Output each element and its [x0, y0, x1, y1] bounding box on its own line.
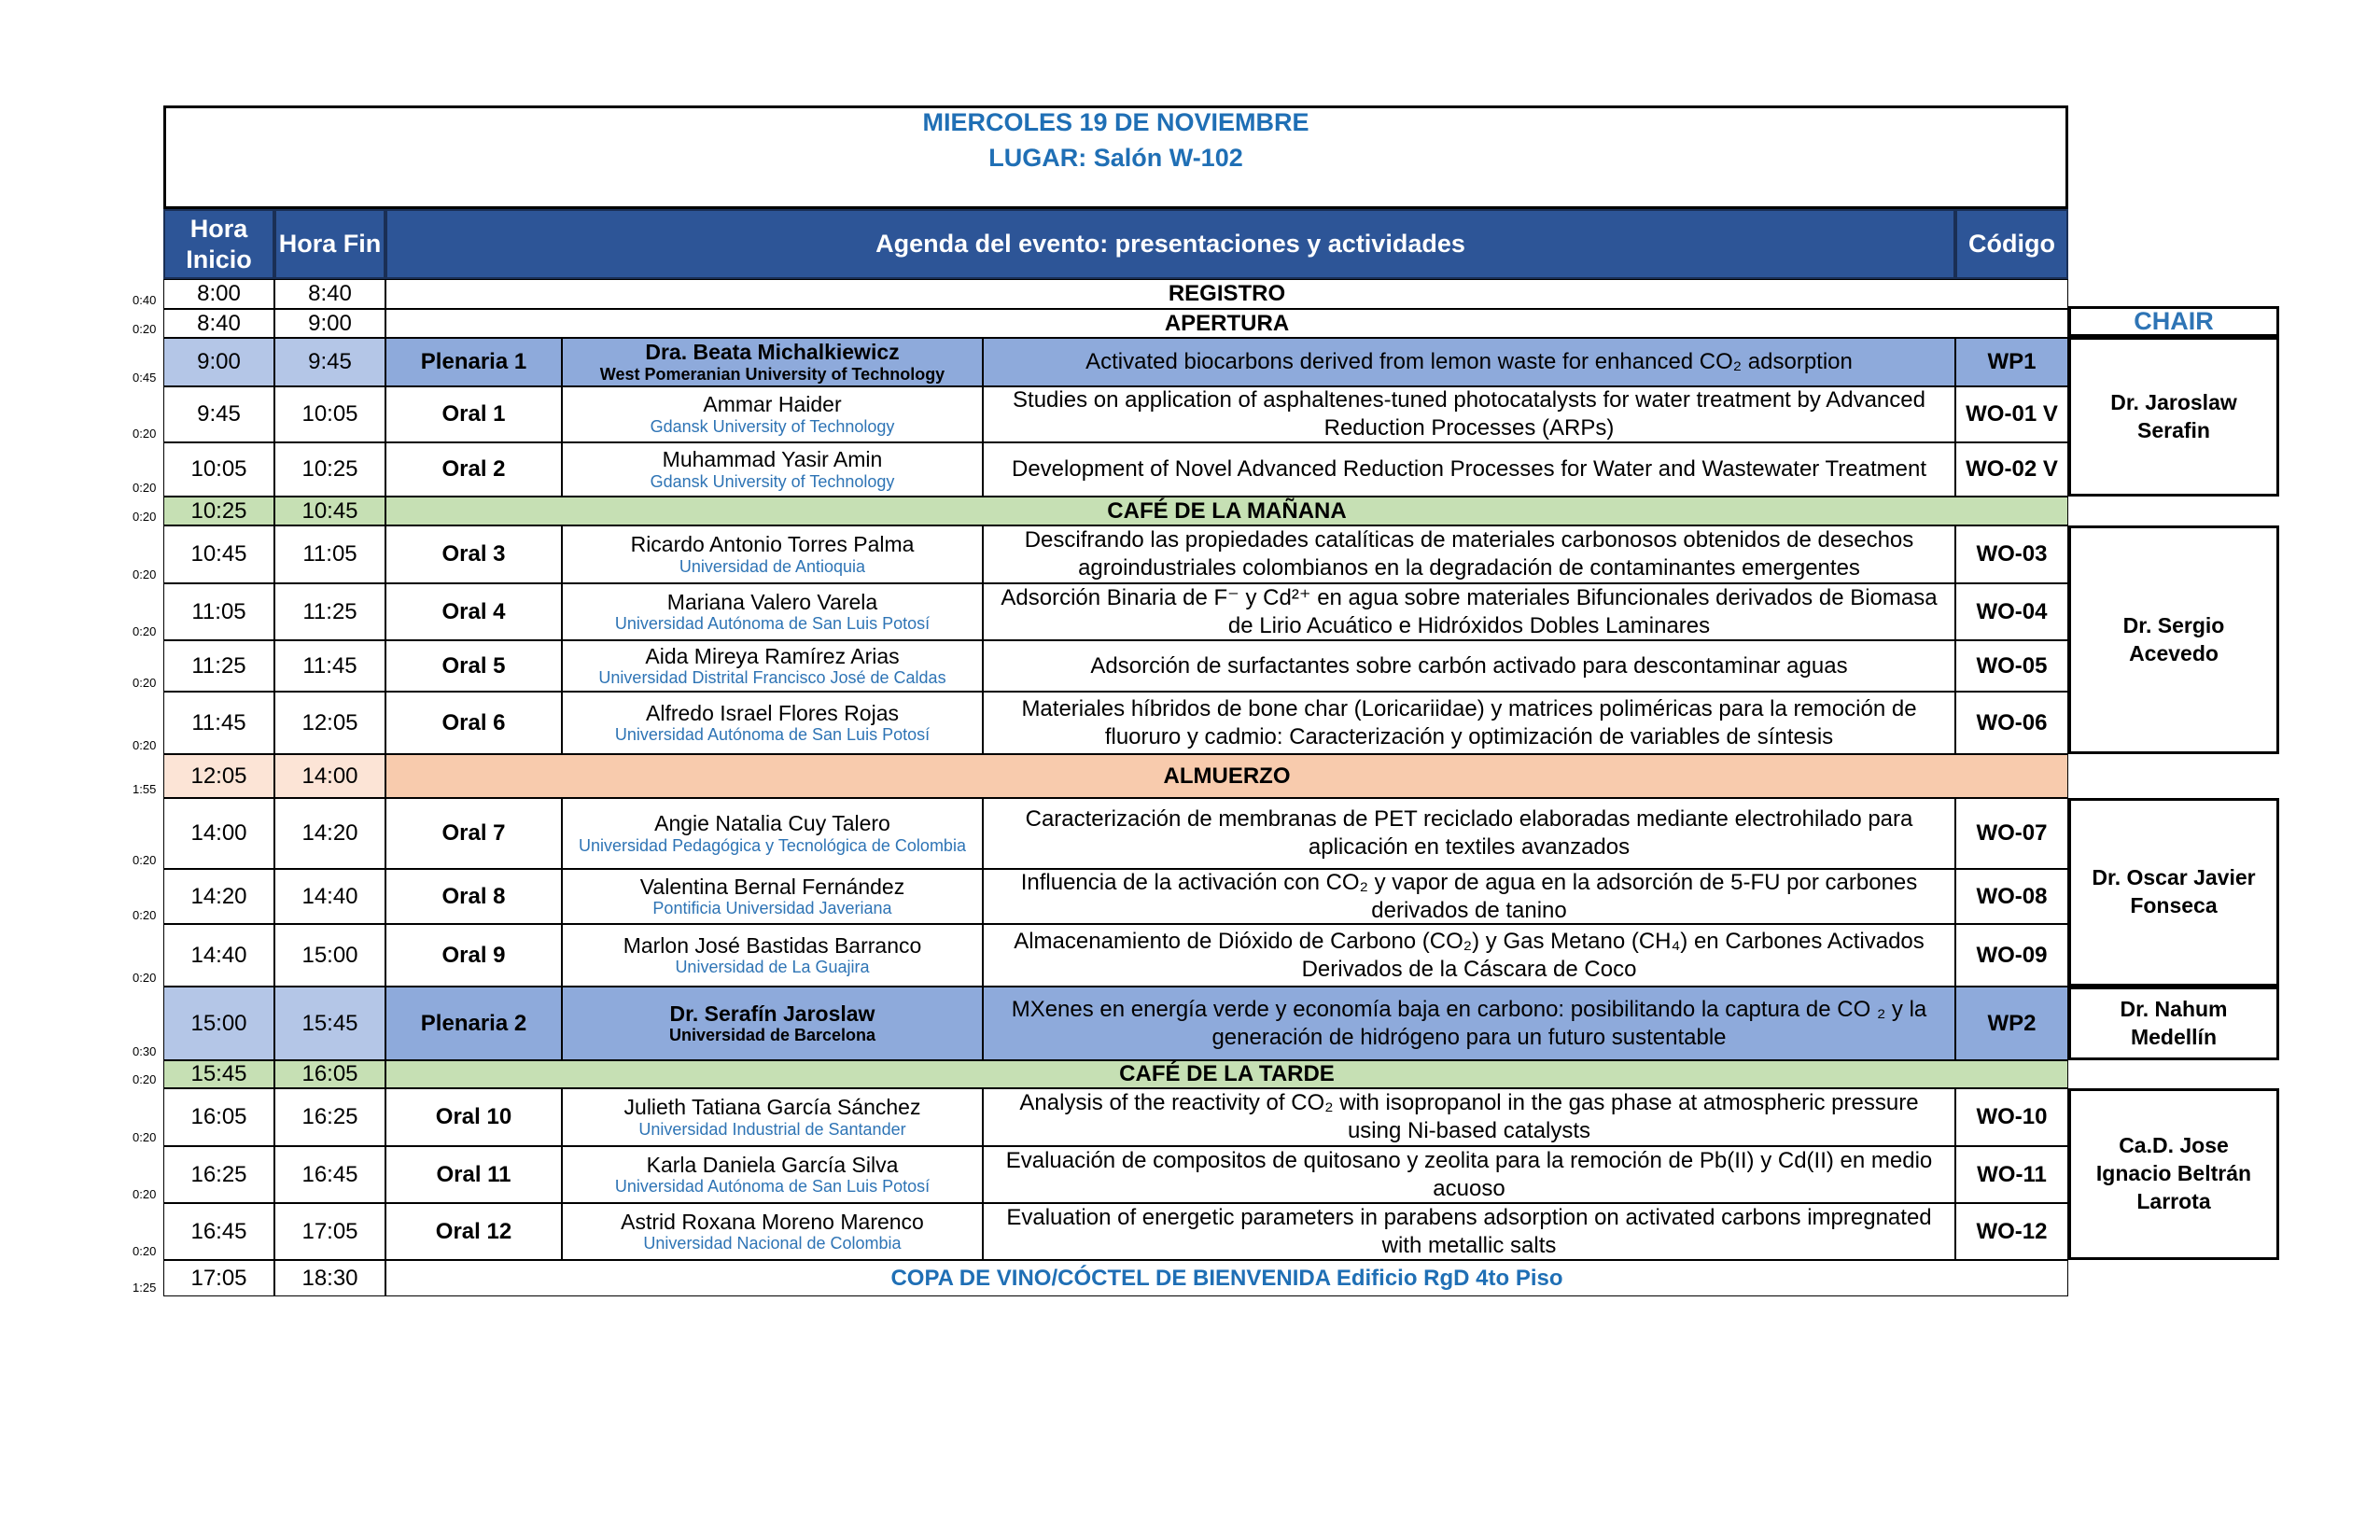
duration-label: 0:20 — [133, 676, 157, 690]
talk-code: WP2 — [1955, 987, 2068, 1060]
start-time: 15:45 — [163, 1060, 274, 1088]
col-header-code: Código — [1955, 209, 2068, 279]
start-time: 14:20 — [163, 869, 274, 924]
session-type: Oral 4 — [385, 583, 562, 640]
chair-name: Dr. Sergio Acevedo — [2068, 525, 2279, 754]
presenter-name: Julieth Tatiana García Sánchez — [623, 1095, 921, 1120]
presenter-institution: Universidad Pedagógica y Tecnológica de Colombia — [579, 835, 966, 855]
presenter-name: Angie Natalia Cuy Talero — [654, 811, 890, 836]
end-time: 11:45 — [274, 640, 385, 692]
start-time: 14:40 — [163, 924, 274, 987]
presenter-cell — [562, 583, 983, 640]
presenter-institution: Pontificia Universidad Javeriana — [652, 899, 892, 918]
col-header-start: Hora Inicio — [163, 209, 274, 279]
presenter-name: Aida Mireya Ramírez Arias — [645, 643, 900, 668]
talk-title: Influencia de la activación con CO₂ y vapor de agua en la adsorción de 5-FU por carbones derivados de tanino — [983, 869, 1955, 924]
start-time: 8:40 — [163, 309, 274, 338]
talk-code: WO-04 — [1955, 583, 2068, 640]
presenter-cell — [562, 442, 983, 497]
session-type: Oral 3 — [385, 525, 562, 583]
talk-code: WO-06 — [1955, 692, 2068, 754]
talk-title: Adsorción de surfactantes sobre carbón activado para descontaminar aguas — [983, 640, 1955, 692]
start-time: 10:05 — [163, 442, 274, 497]
duration-label: 0:45 — [133, 371, 157, 385]
presenter-name: Mariana Valero Varela — [666, 589, 878, 614]
start-time: 11:05 — [163, 583, 274, 640]
session-type: Oral 10 — [385, 1088, 562, 1146]
end-time: 10:45 — [274, 497, 385, 525]
talk-code: WO-01 V — [1955, 386, 2068, 442]
talk-code: WO-08 — [1955, 869, 2068, 924]
talk-title: Evaluation of energetic parameters in parabens adsorption on activated carbons impregnated with metallic salts — [983, 1203, 1955, 1260]
presenter-institution: Universidad Autónoma de San Luis Potosí — [614, 1177, 931, 1197]
chair-name: Dr. Jaroslaw Serafin — [2068, 337, 2279, 497]
presenter-cell — [562, 525, 983, 583]
presenter-institution: Universidad de Barcelona — [668, 1026, 876, 1045]
presenter-name: Dra. Beata Michalkiewicz — [645, 340, 900, 365]
presenter-name: Dr. Serafín Jaroslaw — [669, 1001, 875, 1026]
end-time: 17:05 — [274, 1203, 385, 1260]
end-time: 11:05 — [274, 525, 385, 583]
presenter-cell — [562, 1088, 983, 1146]
presenter-institution: Universidad Nacional de Colombia — [643, 1234, 902, 1253]
talk-title: Studies on application of asphaltenes-tuned photocatalysts for water treatment by Advanced Reduction Processes (ARPs) — [983, 386, 1955, 442]
presenter-institution: West Pomeranian University of Technology — [599, 364, 945, 384]
presenter-name: Alfredo Israel Flores Rojas — [646, 700, 899, 725]
talk-title: Development of Novel Advanced Reduction Processes for Water and Wastewater Treatment — [983, 442, 1955, 497]
end-time: 10:25 — [274, 442, 385, 497]
start-time: 11:45 — [163, 692, 274, 754]
start-time: 17:05 — [163, 1260, 274, 1296]
session-type: Plenaria 2 — [385, 987, 562, 1060]
talk-title: Descifrando las propiedades catalíticas de materiales carbonosos obtenidos de desechos agroindustriales colombianos en la degradación de contaminantes emergentes — [983, 525, 1955, 583]
talk-title: Materiales híbridos de bone char (Loricariidae) y matrices poliméricas para la remoción de fluoruro y cadmio: Caracterización y optimización de variables de síntesis — [983, 692, 1955, 754]
presenter-name: Astrid Roxana Moreno Marenco — [621, 1209, 924, 1234]
chair-name: Dr. Nahum Medellín — [2068, 987, 2279, 1060]
end-time: 14:20 — [274, 798, 385, 869]
duration-label: 1:25 — [133, 1281, 157, 1295]
talk-title: Caracterización de membranas de PET reciclado elaboradas mediante electrohilado para aplicación en textiles avanzados — [983, 798, 1955, 869]
duration-label: 0:20 — [133, 853, 157, 867]
banner-row: CAFÉ DE LA MAÑANA — [385, 497, 2068, 525]
end-time: 14:00 — [274, 754, 385, 798]
presenter-institution: Gdansk University of Technology — [650, 416, 895, 436]
end-time: 14:40 — [274, 869, 385, 924]
duration-label: 0:20 — [133, 908, 157, 922]
duration-label: 0:20 — [133, 481, 157, 495]
col-header-end: Hora Fin — [274, 209, 385, 279]
presenter-name: Valentina Bernal Fernández — [639, 874, 905, 899]
session-type: Oral 8 — [385, 869, 562, 924]
presenter-institution: Universidad Autónoma de San Luis Potosí — [614, 614, 931, 634]
duration-label: 0:20 — [133, 1130, 157, 1144]
talk-title: Activated biocarbons derived from lemon waste for enhanced CO₂ adsorption — [983, 338, 1955, 386]
end-time: 18:30 — [274, 1260, 385, 1296]
presenter-institution: Universidad Autónoma de San Luis Potosí — [614, 725, 931, 745]
session-type: Oral 2 — [385, 442, 562, 497]
start-time: 10:45 — [163, 525, 274, 583]
start-time: 16:25 — [163, 1146, 274, 1203]
start-time: 10:25 — [163, 497, 274, 525]
duration-label: 0:20 — [133, 1244, 157, 1258]
end-time: 11:25 — [274, 583, 385, 640]
start-time: 12:05 — [163, 754, 274, 798]
start-time: 16:05 — [163, 1088, 274, 1146]
presenter-name: Marlon José Bastidas Barranco — [623, 932, 922, 958]
banner-row: REGISTRO — [385, 279, 2068, 309]
chair-header: CHAIR — [2068, 306, 2279, 337]
presenter-name: Ammar Haider — [703, 392, 842, 417]
venue-subtitle: LUGAR: Salón W-102 — [988, 144, 1243, 172]
talk-code: WO-10 — [1955, 1088, 2068, 1146]
duration-label: 0:20 — [133, 567, 157, 581]
duration-label: 0:20 — [133, 738, 157, 752]
banner-row: ALMUERZO — [385, 754, 2068, 798]
start-time: 15:00 — [163, 987, 274, 1060]
presenter-cell — [562, 640, 983, 692]
talk-title: Analysis of the reactivity of CO₂ with isopropanol in the gas phase at atmospheric pressure using Ni-based catalysts — [983, 1088, 1955, 1146]
talk-title: Almacenamiento de Dióxido de Carbono (CO₂) y Gas Metano (CH₄) en Carbones Activados Derivados de la Cáscara de Coco — [983, 924, 1955, 987]
presenter-institution: Universidad de La Guajira — [675, 958, 870, 977]
duration-label: 0:20 — [133, 971, 157, 985]
start-time: 9:00 — [163, 338, 274, 386]
end-time: 9:45 — [274, 338, 385, 386]
banner-row: APERTURA — [385, 309, 2068, 338]
talk-code: WO-05 — [1955, 640, 2068, 692]
talk-title: Evaluación de compositos de quitosano y zeolita para la remoción de Pb(II) y Cd(II) en medio acuoso — [983, 1146, 1955, 1203]
session-type: Oral 12 — [385, 1203, 562, 1260]
duration-label: 0:20 — [133, 427, 157, 441]
session-type: Plenaria 1 — [385, 338, 562, 386]
end-time: 9:00 — [274, 309, 385, 338]
end-time: 16:45 — [274, 1146, 385, 1203]
presenter-cell — [562, 924, 983, 987]
presenter-institution: Gdansk University of Technology — [650, 471, 895, 491]
duration-label: 0:20 — [133, 510, 157, 524]
end-time: 15:45 — [274, 987, 385, 1060]
talk-code: WO-12 — [1955, 1203, 2068, 1260]
end-time: 12:05 — [274, 692, 385, 754]
page-title: MIERCOLES 19 DE NOVIEMBRE — [922, 108, 1309, 136]
presenter-cell — [562, 692, 983, 754]
presenter-name: Ricardo Antonio Torres Palma — [630, 532, 915, 557]
presenter-name: Muhammad Yasir Amin — [662, 447, 883, 472]
presenter-institution: Universidad de Antioquia — [679, 556, 866, 576]
presenter-cell — [562, 1146, 983, 1203]
talk-code: WP1 — [1955, 338, 2068, 386]
session-type: Oral 5 — [385, 640, 562, 692]
end-time: 15:00 — [274, 924, 385, 987]
presenter-cell — [562, 869, 983, 924]
banner-row: CAFÉ DE LA TARDE — [385, 1060, 2068, 1088]
duration-label: 0:40 — [133, 293, 157, 307]
session-type: Oral 6 — [385, 692, 562, 754]
banner-row: COPA DE VINO/CÓCTEL DE BIENVENIDA Edificio RgD 4to Piso — [385, 1260, 2068, 1296]
start-time: 11:25 — [163, 640, 274, 692]
presenter-name: Karla Daniela García Silva — [646, 1152, 899, 1177]
end-time: 16:25 — [274, 1088, 385, 1146]
duration-label: 0:20 — [133, 624, 157, 638]
talk-title: Adsorción Binaria de F⁻ y Cd²⁺ en agua sobre materiales Bifuncionales derivados de Biomasa de Lirio Acuático e Hidróxidos Dobles Laminares — [983, 583, 1955, 640]
end-time: 16:05 — [274, 1060, 385, 1088]
presenter-cell — [562, 386, 983, 442]
start-time: 9:45 — [163, 386, 274, 442]
talk-code: WO-11 — [1955, 1146, 2068, 1203]
session-type: Oral 7 — [385, 798, 562, 869]
end-time: 8:40 — [274, 279, 385, 309]
presenter-cell — [562, 987, 983, 1060]
talk-title: MXenes en energía verde y economía baja en carbono: posibilitando la captura de CO ₂ y la generación de hidrógeno para un futuro sustentable — [983, 987, 1955, 1060]
end-time: 10:05 — [274, 386, 385, 442]
start-time: 16:45 — [163, 1203, 274, 1260]
presenter-institution: Universidad Industrial de Santander — [638, 1119, 906, 1139]
col-header-agenda: Agenda del evento: presentaciones y actividades — [385, 209, 1955, 279]
presenter-cell — [562, 798, 983, 869]
presenter-cell — [562, 338, 983, 386]
duration-label: 0:20 — [133, 1072, 157, 1086]
presenter-cell — [562, 1203, 983, 1260]
duration-label: 1:55 — [133, 782, 157, 796]
start-time: 14:00 — [163, 798, 274, 869]
duration-label: 0:30 — [133, 1044, 157, 1058]
session-type: Oral 1 — [385, 386, 562, 442]
duration-label: 0:20 — [133, 1187, 157, 1201]
presenter-institution: Universidad Distrital Francisco José de Caldas — [598, 668, 946, 688]
talk-code: WO-07 — [1955, 798, 2068, 869]
session-type: Oral 11 — [385, 1146, 562, 1203]
start-time: 8:00 — [163, 279, 274, 309]
session-type: Oral 9 — [385, 924, 562, 987]
chair-name: Dr. Oscar Javier Fonseca — [2068, 798, 2279, 987]
chair-name: Ca.D. Jose Ignacio Beltrán Larrota — [2068, 1088, 2279, 1260]
talk-code: WO-03 — [1955, 525, 2068, 583]
duration-label: 0:20 — [133, 322, 157, 336]
talk-code: WO-09 — [1955, 924, 2068, 987]
talk-code: WO-02 V — [1955, 442, 2068, 497]
